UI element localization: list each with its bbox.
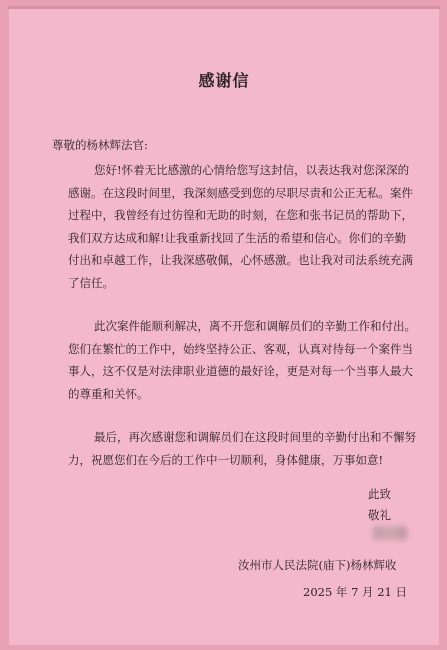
letter-date: 2025 年 7 月 21 日 bbox=[303, 585, 407, 599]
closing-cizhi: 此致 bbox=[368, 487, 391, 501]
paragraph-3 bbox=[68, 426, 416, 471]
paragraph-line: 此次案件能顺利解决，离不开您和调解员们的辛勤工作和付出。 bbox=[94, 319, 416, 333]
letter-title: 感谢信 bbox=[198, 71, 250, 90]
paragraph-line: 付出和卓越工作，让我深感敬佩，心怀感激。也让我对司法系统充满 bbox=[68, 253, 413, 267]
paragraph-line: 过程中，我曾经有过彷徨和无助的时刻，在您和张书记员的帮助下， bbox=[68, 208, 413, 222]
closing-jingli: 敬礼 bbox=[368, 508, 391, 522]
paragraph-line: 我们双方达成和解!让我重新找回了生活的希望和信心。你们的辛勤 bbox=[68, 230, 407, 245]
paper-edge bbox=[8, 6, 440, 9]
paragraph-2 bbox=[68, 315, 416, 405]
recipient-line: 汝州市人民法院(庙下)杨林辉收 bbox=[238, 558, 397, 572]
blurred-signature bbox=[373, 526, 407, 540]
paragraph-line: 您们在繁忙的工作中，始终坚持公正、客观，认真对待每一个案件当 bbox=[68, 341, 413, 356]
paragraph-line: 感谢。在这段时间里，我深刻感受到您的尽职尽责和公正无私。案件 bbox=[68, 185, 413, 200]
paragraph-1 bbox=[68, 159, 413, 294]
paragraph-line: 力，祝愿您们在今后的工作中一切顺利，身体健康，万事如意! bbox=[68, 452, 384, 467]
paragraph-line: 了信任。 bbox=[68, 275, 114, 290]
letter-paper bbox=[8, 6, 440, 646]
paragraph-line: 最后，再次感谢您和调解员们在这段时间里的辛勤付出和不懈努 bbox=[94, 430, 416, 444]
paragraph-line: 事人，这不仅是对法律职业道德的最好诠，更是对每一个当事人最大 bbox=[68, 364, 413, 378]
letter-salutation: 尊敬的杨林辉法官: bbox=[52, 138, 148, 152]
paragraph-line: 您好!怀着无比感激的心情给您写这封信，以表达我对您深深的 bbox=[94, 163, 410, 177]
paragraph-line: 的尊重和关怀。 bbox=[68, 386, 149, 401]
